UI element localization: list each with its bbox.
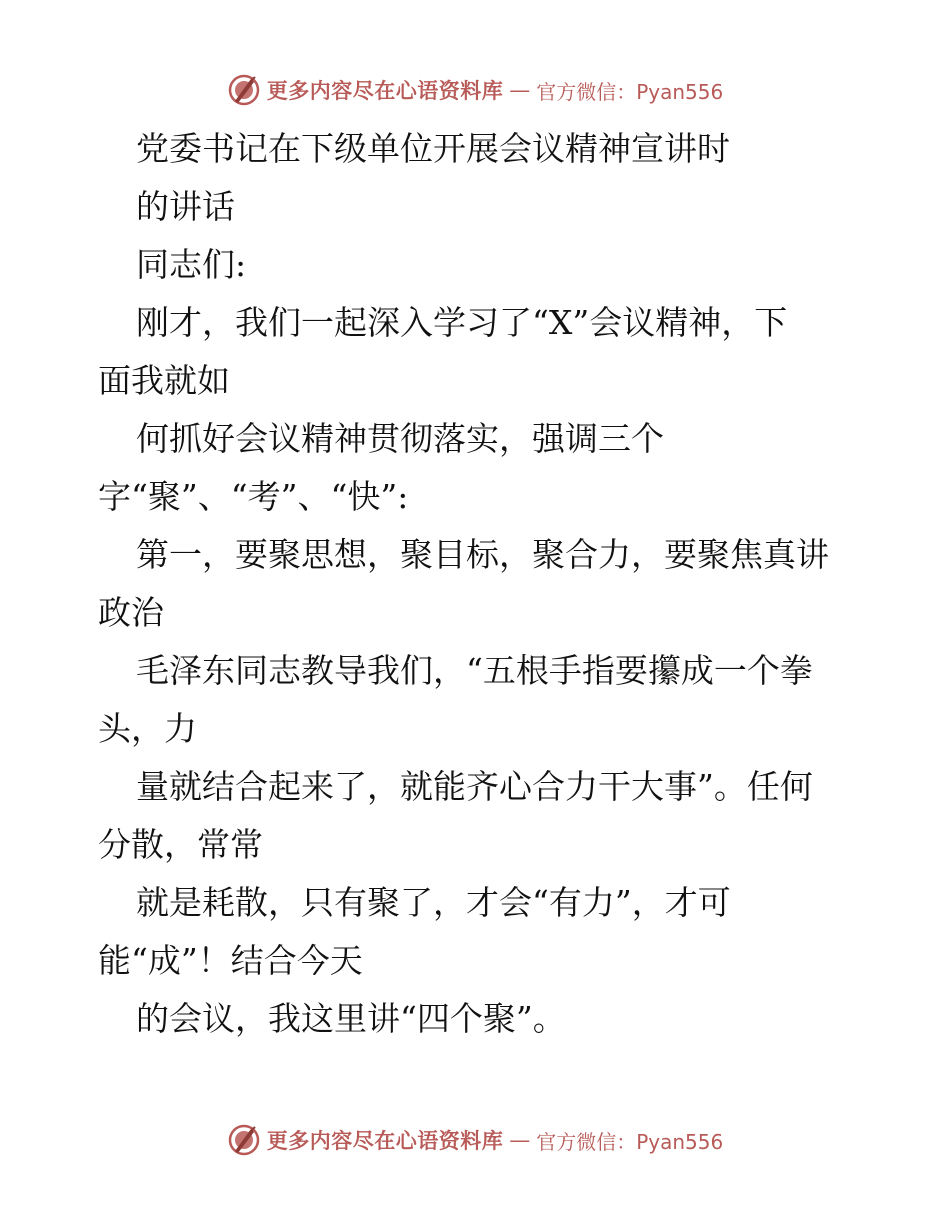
paragraph-line: 毛泽东同志教导我们，“五根手指要攥成一个拳 <box>136 651 813 690</box>
banner-wechat-text: 官方微信：Pyan556 <box>536 79 724 104</box>
paragraph-line: 的会议，我这里讲“四个聚”。 <box>136 999 566 1038</box>
paragraph-line: 何抓好会议精神贯彻落实，强调三个 <box>136 419 664 458</box>
header-banner <box>0 70 950 110</box>
banner-brand-text: 更多内容尽在心语资料库 <box>266 78 504 103</box>
paragraph-line: 能“成”！结合今天 <box>98 941 363 980</box>
salutation: 同志们: <box>136 245 247 284</box>
paragraph-line: 就是耗散，只有聚了，才会“有力”，才可 <box>136 883 731 922</box>
quill-seal-icon <box>227 73 261 107</box>
banner-wechat-text: 官方微信：Pyan556 <box>536 1129 724 1154</box>
quill-seal-icon <box>227 1123 261 1157</box>
banner-dash: — <box>509 1128 531 1152</box>
paragraph-line: 分散，常常 <box>98 825 263 864</box>
footer-banner <box>0 1120 950 1160</box>
title-line-2: 的讲话 <box>136 187 235 226</box>
section-heading-line: 第一，要聚思想，聚目标，聚合力，要聚焦真讲 <box>136 535 829 574</box>
title-line-1: 党委书记在下级单位开展会议精神宣讲时 <box>136 129 730 168</box>
document-body <box>98 120 858 1048</box>
banner-brand-text: 更多内容尽在心语资料库 <box>266 1128 504 1153</box>
paragraph-line: 头，力 <box>98 709 197 748</box>
paragraph-line: 面我就如 <box>98 361 230 400</box>
section-heading-line: 政治 <box>98 593 164 632</box>
banner-dash: — <box>509 78 531 102</box>
paragraph-line: 刚才，我们一起深入学习了“X”会议精神，下 <box>136 303 788 342</box>
paragraph-line: 量就结合起来了，就能齐心合力干大事”。任何 <box>136 767 813 806</box>
paragraph-line: 字“聚”、“考”、“快”: <box>98 477 409 516</box>
